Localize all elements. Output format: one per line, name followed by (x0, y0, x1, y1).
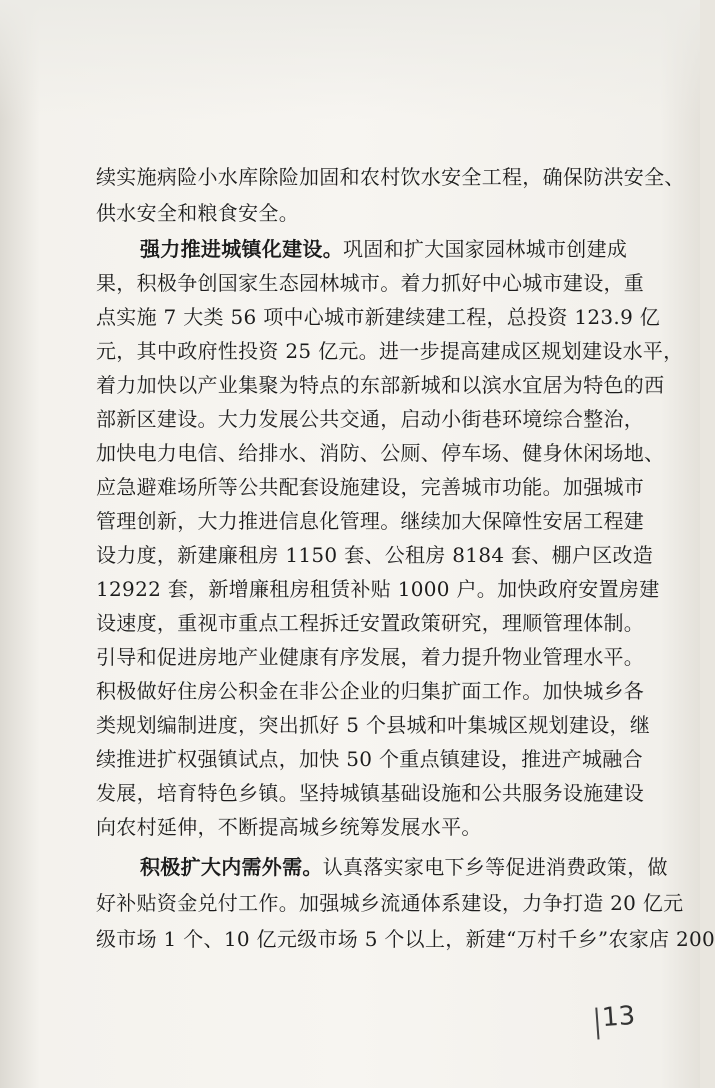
text-line: 供水安全和粮食安全。 (96, 201, 299, 225)
text-line: 加快电力电信、给排水、消防、公厕、停车场、健身休闲场地、 (96, 441, 665, 465)
page-number (601, 1001, 636, 1033)
section-heading: 强力推进城镇化建设。 (140, 237, 343, 261)
text-line: 应急避难场所等公共配套设施建设，完善城市功能。加强城市 (96, 475, 645, 499)
text-line: 部新区建设。大力发展公共交通，启动小街巷环境综合整治， (96, 407, 645, 431)
text-line: 管理创新，大力推进信息化管理。继续加大保障性安居工程建 (96, 509, 645, 533)
text-line: 级市场 1 个、10 亿元级市场 5 个以上，新建“万村千乡”农家店 200 (96, 927, 715, 951)
text-line: 点实施 7 大类 56 项中心城市新建续建工程，总投资 123.9 亿 (96, 305, 661, 329)
text-line: 积极扩大内需外需。认真落实家电下乡等促进消费政策，做 (140, 855, 668, 879)
text-line: 着力加快以产业集聚为特点的东部新城和以滨水宜居为特色的西 (96, 373, 665, 397)
text-line: 续实施病险小水库除险加固和农村饮水安全工程，确保防洪安全、 (96, 165, 685, 189)
text-line: 引导和促进房地产业健康有序发展，着力提升物业管理水平。 (96, 645, 645, 669)
paper-shadow (0, 0, 700, 120)
section-heading: 积极扩大内需外需。 (140, 855, 323, 879)
text-line: 积极做好住房公积金在非公企业的归集扩面工作。加快城乡各 (96, 679, 645, 703)
text-line: 设力度，新建廉租房 1150 套、公租房 8184 套、棚户区改造 (96, 543, 654, 567)
text-line: 续推进扩权强镇试点，加快 50 个重点镇建设，推进产城融合 (96, 747, 643, 771)
text-line: 果，积极争创国家生态园林城市。着力抓好中心城市建设，重 (96, 271, 645, 295)
text-line: 12922 套，新增廉租房租赁补贴 1000 户。加快政府安置房建 (96, 577, 660, 601)
text-line: 发展，培育特色乡镇。坚持城镇基础设施和公共服务设施建设 (96, 781, 645, 805)
page-number-text: 13 (600, 1000, 637, 1034)
text-line: 好补贴资金兑付工作。加强城乡流通体系建设，力争打造 20 亿元 (96, 891, 684, 915)
page-number-stroke (595, 1007, 599, 1039)
text-line: 向农村延伸，不断提高城乡统筹发展水平。 (96, 815, 482, 839)
text-line: 强力推进城镇化建设。巩固和扩大国家园林城市创建成 (140, 237, 628, 261)
text-line: 元，其中政府性投资 25 亿元。进一步提高建成区规划建设水平， (96, 339, 684, 363)
text-line: 类规划编制进度，突出抓好 5 个县城和叶集城区规划建设，继 (96, 713, 651, 737)
text-line: 设速度，重视市重点工程拆迁安置政策研究，理顺管理体制。 (96, 611, 645, 635)
